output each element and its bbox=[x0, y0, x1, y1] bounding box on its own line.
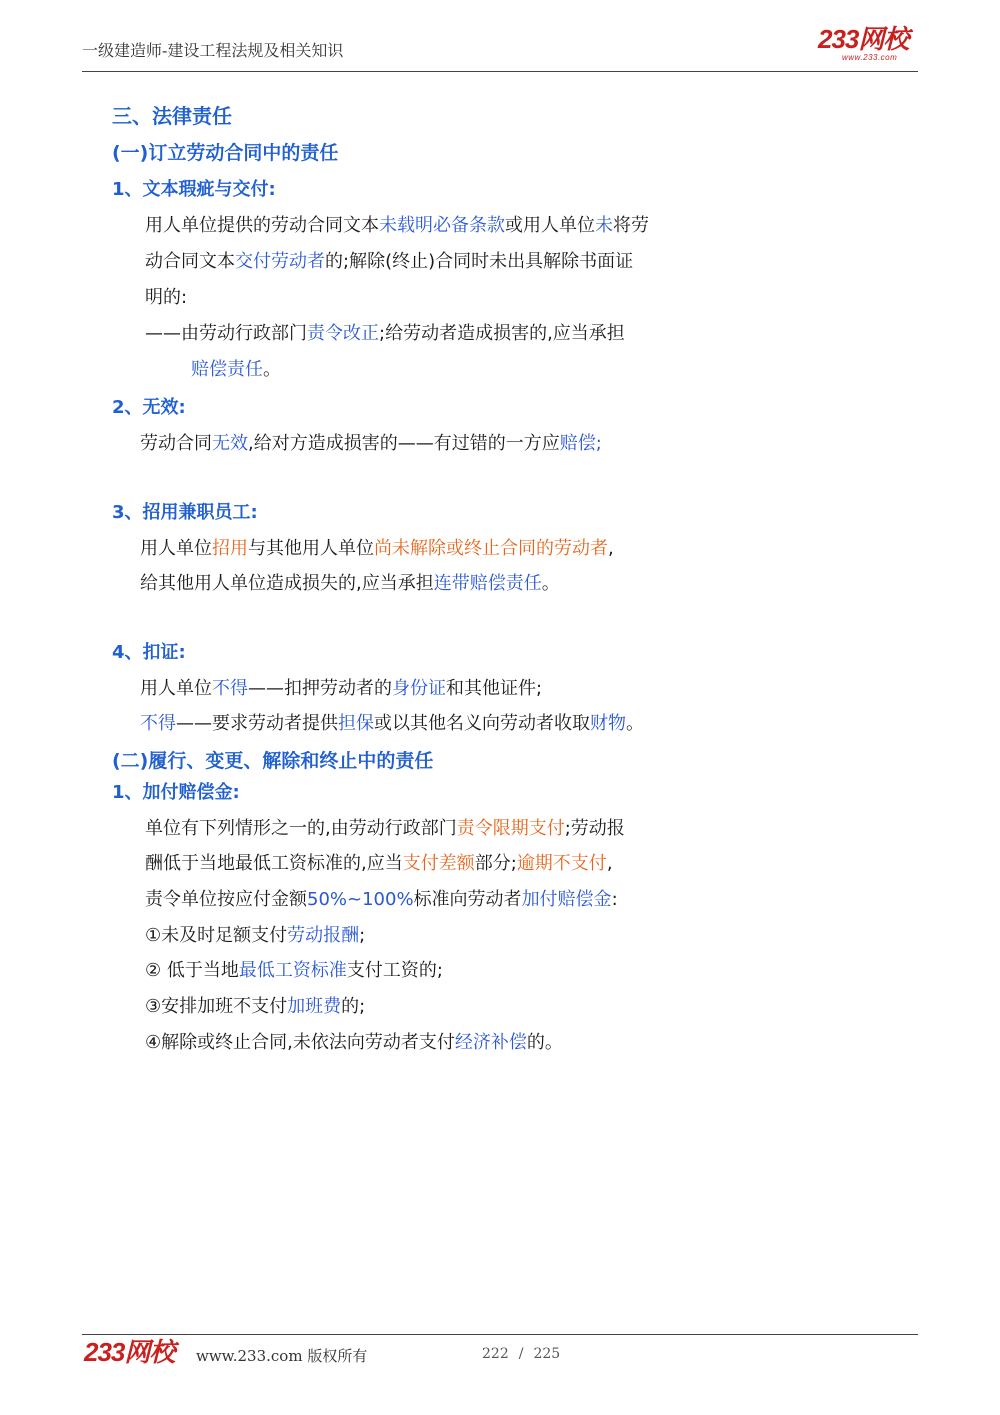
item-title-invalid: 2、无效: bbox=[112, 397, 186, 418]
highlight-blue: 赔偿; bbox=[559, 433, 602, 454]
list-item bbox=[145, 924, 365, 948]
paragraph-line bbox=[145, 888, 618, 912]
text: ④解除或终止合同,未依法向劳动者支付 bbox=[145, 1032, 455, 1053]
subsection-title-1: (一)订立劳动合同中的责任 bbox=[112, 142, 339, 164]
section-title: 三、法律责任 bbox=[112, 104, 232, 128]
paragraph-line: 明的: bbox=[145, 287, 188, 308]
header-divider bbox=[82, 71, 918, 72]
text: 和其他证件; bbox=[446, 678, 543, 699]
header-title: 一级建造师-建设工程法规及相关知识 bbox=[82, 41, 344, 60]
footer-copyright: www.233.com 版权所有 bbox=[196, 1347, 368, 1365]
text: 动合同文本 bbox=[145, 251, 235, 272]
text: 劳动合同 bbox=[140, 433, 212, 454]
text: 给其他用人单位造成损失的,应当承担 bbox=[140, 573, 434, 594]
text: ——由劳动行政部门 bbox=[145, 323, 307, 344]
text: 的; bbox=[341, 996, 366, 1017]
text: ; bbox=[359, 925, 366, 946]
paragraph-line bbox=[140, 432, 602, 456]
text: 或用人单位 bbox=[505, 215, 595, 236]
list-item bbox=[145, 1031, 563, 1055]
footer-divider bbox=[82, 1334, 918, 1335]
highlight-blue: 未 bbox=[595, 215, 613, 236]
text: ①未及时足额支付 bbox=[145, 925, 288, 946]
text: ③安排加班不支付 bbox=[145, 996, 288, 1017]
highlight-blue: 加班费 bbox=[287, 996, 342, 1017]
paragraph-line bbox=[145, 214, 649, 238]
text: 用人单位提供的劳动合同文本 bbox=[145, 215, 379, 236]
text: ;给劳动者造成损害的,应当承担 bbox=[379, 323, 625, 344]
item-title-text-defect: 1、文本瑕疵与交付: bbox=[112, 179, 276, 200]
highlight-blue: 经济补偿 bbox=[454, 1032, 527, 1053]
item-title-part-time: 3、招用兼职员工: bbox=[112, 502, 258, 523]
text: 用人单位 bbox=[140, 678, 212, 699]
paragraph-line bbox=[145, 322, 625, 346]
paragraph-line bbox=[145, 852, 613, 876]
item-title-extra-compensation: 1、加付赔偿金: bbox=[112, 782, 240, 803]
paragraph-line bbox=[145, 250, 633, 274]
text: 或以其他名义向劳动者收取 bbox=[374, 713, 590, 734]
page-total: 225 bbox=[533, 1346, 561, 1362]
paragraph-line bbox=[145, 817, 625, 841]
text: ——扣押劳动者的 bbox=[248, 678, 392, 699]
highlight-blue: 加付赔偿金 bbox=[521, 889, 612, 910]
highlight-blue: 责令改正 bbox=[307, 323, 379, 344]
text: 标准向劳动者 bbox=[413, 889, 522, 910]
text: 酬低于当地最低工资标准的,应当 bbox=[145, 853, 403, 874]
text: 部分; bbox=[474, 853, 517, 874]
brand-logo-url: www.233.com bbox=[842, 53, 898, 62]
highlight-blue: 交付劳动者 bbox=[235, 251, 325, 272]
highlight-blue: 不得 bbox=[212, 678, 248, 699]
highlight-blue: 身份证 bbox=[392, 678, 446, 699]
highlight-blue: 财物 bbox=[590, 713, 626, 734]
paragraph-line bbox=[140, 572, 560, 596]
text: ;劳动报 bbox=[564, 818, 625, 839]
text: , bbox=[608, 538, 614, 559]
highlight-blue: 未载明必备条款 bbox=[379, 215, 505, 236]
paragraph-line bbox=[140, 537, 614, 561]
item-title-withhold-id: 4、扣证: bbox=[112, 642, 186, 663]
text: ,给对方造成损害的——有过错的一方应 bbox=[248, 433, 560, 454]
text: 将劳 bbox=[613, 215, 649, 236]
text: 。 bbox=[541, 573, 560, 594]
page-separator: / bbox=[518, 1346, 524, 1362]
text: 与其他用人单位 bbox=[248, 538, 374, 559]
highlight-blue: 连带赔偿责任 bbox=[433, 573, 542, 594]
text: 责令单位按应付金额 bbox=[145, 889, 307, 910]
paragraph-line bbox=[140, 712, 644, 736]
highlight-blue: 赔偿责任 bbox=[191, 359, 263, 380]
text: 用人单位 bbox=[140, 538, 212, 559]
highlight-blue: 担保 bbox=[338, 713, 374, 734]
text: 单位有下列情形之一的,由劳动行政部门 bbox=[145, 818, 457, 839]
highlight-orange: 责令限期支付 bbox=[456, 818, 565, 839]
text: 。 bbox=[626, 713, 644, 734]
page-number bbox=[482, 1346, 560, 1362]
highlight-orange: 招用 bbox=[212, 538, 248, 559]
highlight-orange: 逾期不支付 bbox=[516, 853, 607, 874]
subsection-title-2: (二)履行、变更、解除和终止中的责任 bbox=[112, 750, 434, 772]
list-item bbox=[145, 995, 365, 1019]
highlight-blue: 无效 bbox=[212, 433, 248, 454]
highlight-blue: 50%~100% bbox=[307, 889, 414, 910]
text: ② 低于当地 bbox=[145, 960, 239, 981]
text: 的;解除(终止)合同时未出具解除书面证 bbox=[325, 251, 634, 272]
list-item bbox=[145, 959, 443, 983]
text: : bbox=[611, 889, 618, 910]
highlight-orange: 尚未解除或终止合同的劳动者 bbox=[374, 538, 608, 559]
text: 。 bbox=[263, 359, 281, 380]
highlight-blue: 不得 bbox=[140, 713, 176, 734]
highlight-orange: 支付差额 bbox=[402, 853, 475, 874]
text: , bbox=[606, 853, 613, 874]
text: ——要求劳动者提供 bbox=[176, 713, 338, 734]
highlight-blue: 最低工资标准 bbox=[238, 960, 347, 981]
paragraph-line bbox=[140, 677, 542, 701]
text: 的。 bbox=[526, 1032, 563, 1053]
highlight-blue: 劳动报酬 bbox=[287, 925, 360, 946]
paragraph-line bbox=[191, 358, 281, 382]
brand-logo: 233网校 bbox=[818, 24, 909, 54]
footer-logo: 233网校 bbox=[84, 1337, 175, 1367]
text: 支付工资的; bbox=[346, 960, 443, 981]
page-current: 222 bbox=[482, 1346, 509, 1362]
